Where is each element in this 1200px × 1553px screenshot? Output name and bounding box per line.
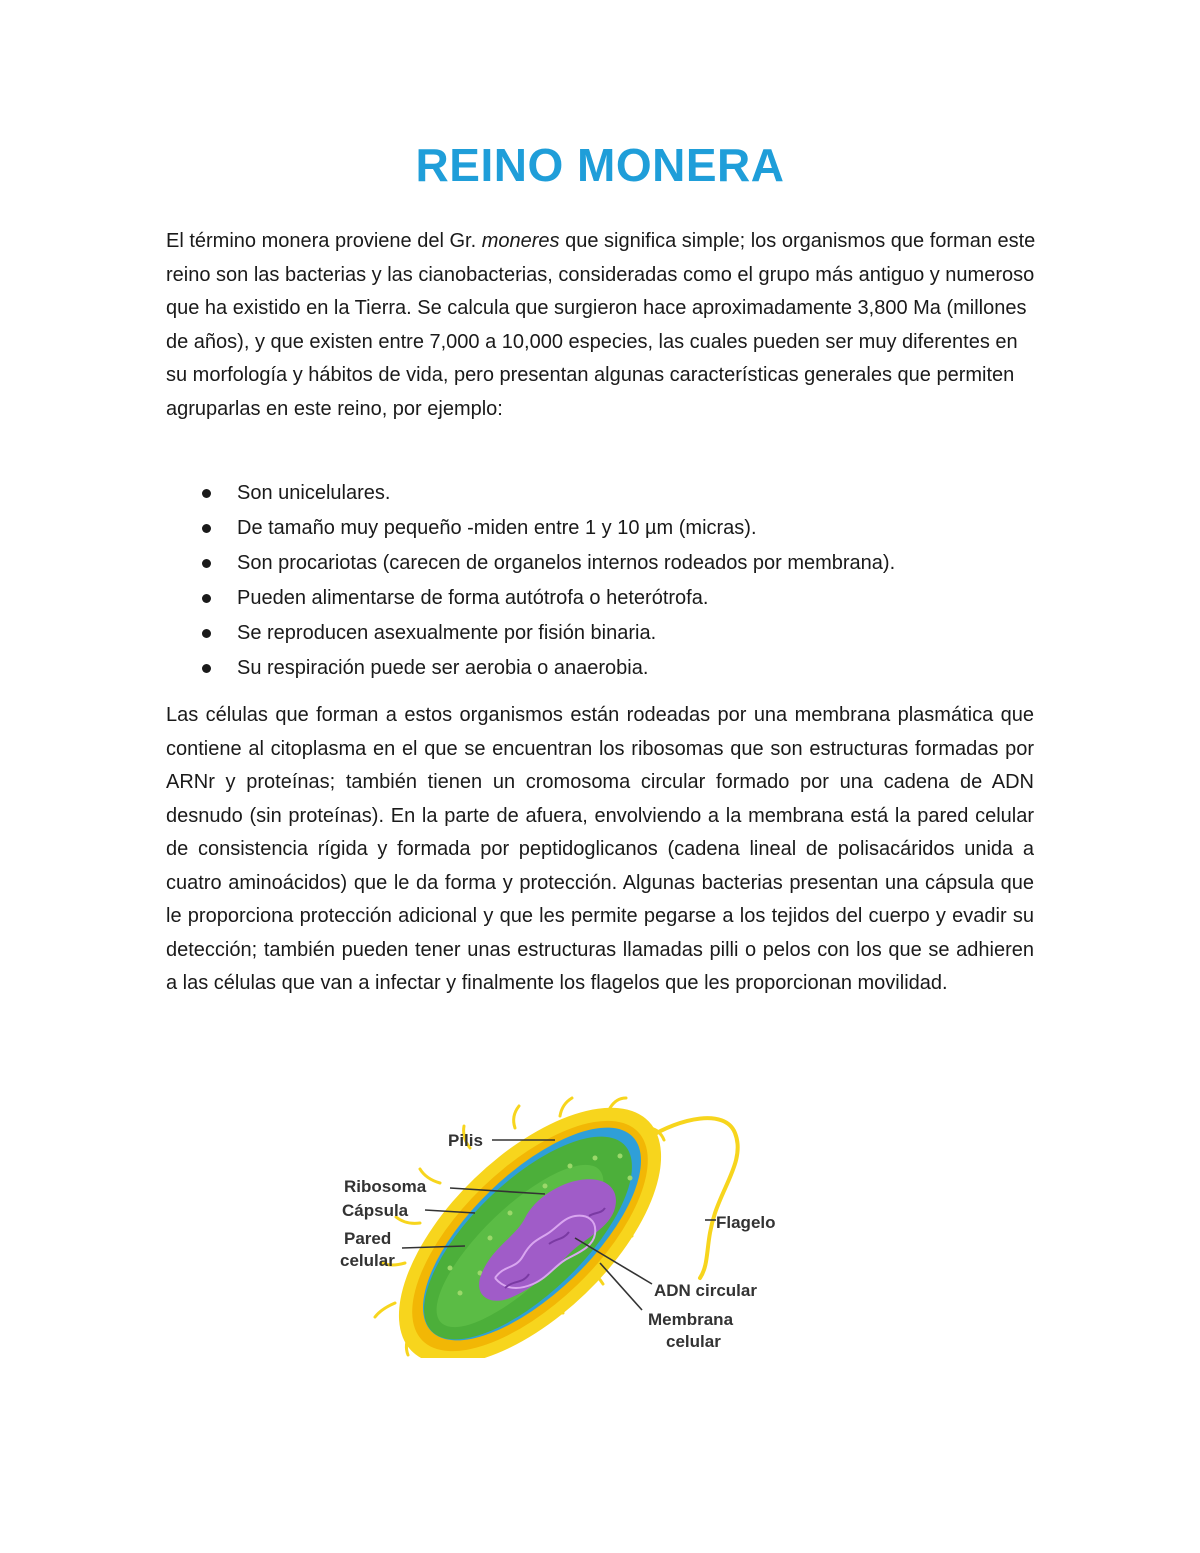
list-item-text: Son unicelulares. [237, 482, 391, 504]
intro-paragraph [166, 225, 1036, 426]
bullet-icon [202, 594, 211, 603]
bullet-icon [202, 664, 211, 673]
label-capsula: Cápsula [342, 1201, 409, 1220]
page-title: REINO MONERA [415, 139, 785, 191]
label-pilis: Pilis [448, 1131, 483, 1150]
list-item [166, 581, 1036, 616]
label-adn-circular: ADN circular [654, 1281, 757, 1300]
bullet-icon [202, 629, 211, 638]
label-flagelo: Flagelo [716, 1213, 776, 1232]
bacteria-diagram [330, 1088, 790, 1358]
characteristics-list [166, 476, 1036, 686]
label-membrana: Membrana [648, 1310, 734, 1329]
bullet-icon [202, 524, 211, 533]
list-item-text: De tamaño muy pequeño -miden entre 1 y 10 µm (micras). [237, 517, 757, 539]
list-item [166, 511, 1036, 546]
list-item-text: Son procariotas (carecen de organelos internos rodeados por membrana). [237, 552, 896, 574]
label-ribosoma: Ribosoma [344, 1177, 427, 1196]
list-item-text: Su respiración puede ser aerobia o anaerobia. [237, 657, 649, 679]
bacteria-illustration [330, 1088, 790, 1358]
label-pared-celular: celular [340, 1251, 395, 1270]
cell-structure-paragraph: Las células que forman a estos organismos están rodeadas por una membrana plasmática que contiene al citoplasma en el que se encuentran los ribosomas que son estructuras formadas por ARNr y proteínas; también tienen un cromosoma circular formado por una cadena de ADN desnudo (sin proteínas). En la parte de afuera, envolviendo a la membrana está la pared celular de consistencia rígida y formada por peptidoglicanos (cadena lineal de polisacáridos unida a cuatro aminoácidos) que le da forma y protección. Algunas bacterias presentan una cápsula que le proporciona protección adicional y que les permite pegarse a los tejidos del cuerpo y evadir su detección; también pueden tener unas estructuras llamadas pilli o pelos con los que se adhieren a las células que van a infectar y finalmente los flagelos que les proporcionan movilidad. [166, 704, 1034, 994]
list-item-text: Pueden alimentarse de forma autótrofa o heterótrofa. [237, 587, 709, 609]
bullet-icon [202, 489, 211, 498]
intro-text-end: que significa simple; los organismos que forman este reino son las bacterias y las cianobacterias, consideradas como el grupo más antiguo y numeroso que ha existido en la Tierra. Se calcula que surgieron hace aproximadamente 3,800 Ma (millones de años), y que existen entre 7,000 a 10,000 especies, las cuales pueden ser muy diferentes en su morfología y hábitos de vida, pero presentan algunas características generales que permiten agruparlas en este reino, por ejemplo: [166, 230, 1036, 420]
bullet-icon [202, 559, 211, 568]
label-membrana-celular: celular [666, 1332, 721, 1351]
list-item-text: Se reproducen asexualmente por fisión binaria. [237, 622, 657, 644]
intro-text-start: El término monera proviene del Gr. [166, 230, 482, 252]
label-pared: Pared [344, 1229, 392, 1248]
list-item [166, 546, 1036, 581]
list-item [166, 651, 1036, 686]
intro-italic-term: moneres [481, 230, 560, 252]
list-item [166, 616, 1036, 651]
flagellum [648, 1118, 738, 1278]
list-item [166, 476, 1036, 511]
